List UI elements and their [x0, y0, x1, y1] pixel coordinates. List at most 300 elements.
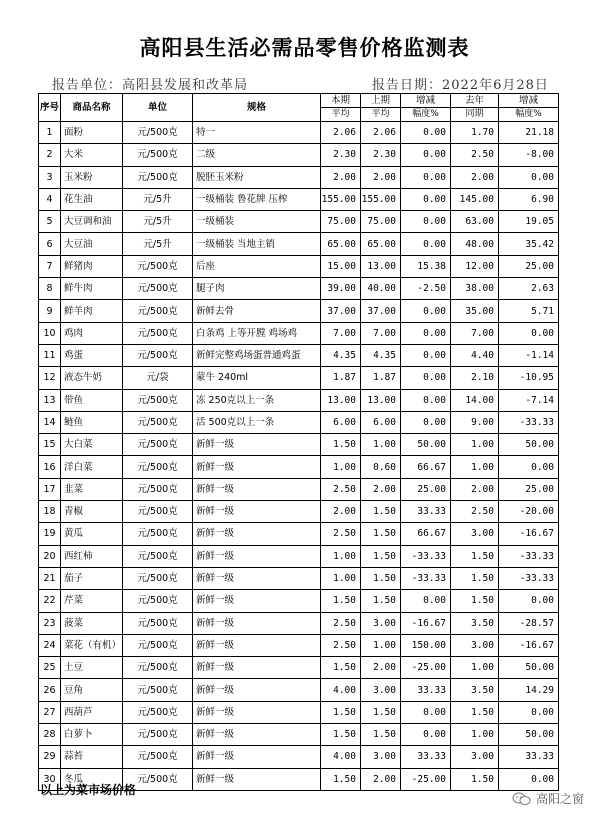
row-unit: 元/5升 — [123, 188, 193, 210]
row-chg: 0.00 — [401, 144, 451, 166]
row-unit: 元/500克 — [123, 144, 193, 166]
table-row — [39, 434, 559, 456]
row-cur: 1.50 — [321, 768, 361, 790]
row-name: 面粉 — [61, 122, 123, 144]
row-lastyr: 48.00 — [451, 233, 499, 255]
table-row — [39, 122, 559, 144]
row-name: 花生油 — [61, 188, 123, 210]
row-name: 鸡蛋 — [61, 344, 123, 366]
table-row — [39, 411, 559, 433]
row-spec: 新鲜一级 — [193, 545, 321, 567]
row-spec: 新鲜一级 — [193, 746, 321, 768]
row-spec: 新鲜一级 — [193, 523, 321, 545]
row-chg: 66.67 — [401, 523, 451, 545]
row-lastyr: 1.50 — [451, 545, 499, 567]
row-unit: 元/500克 — [123, 300, 193, 322]
reporter-label: 报告单位：高阳县发展和改革局 — [52, 78, 249, 93]
row-yoy: 19.05 — [499, 211, 559, 233]
row-lastyr: 1.50 — [451, 590, 499, 612]
row-unit: 元/500克 — [123, 122, 193, 144]
table-row — [39, 344, 559, 366]
row-seq: 10 — [39, 322, 61, 344]
row-seq: 2 — [39, 144, 61, 166]
row-cur: 2.00 — [321, 501, 361, 523]
row-seq: 11 — [39, 344, 61, 366]
row-lastyr: 1.00 — [451, 434, 499, 456]
row-seq: 23 — [39, 612, 61, 634]
footer-note: 以上为菜市场价格 — [40, 783, 137, 797]
table-row — [39, 166, 559, 188]
row-cur: 2.00 — [321, 166, 361, 188]
row-lastyr: 1.50 — [451, 567, 499, 589]
table-row — [39, 389, 559, 411]
row-cur: 1.00 — [321, 545, 361, 567]
table-row — [39, 523, 559, 545]
row-prev: 0.60 — [361, 456, 401, 478]
row-unit: 元/500克 — [123, 389, 193, 411]
row-lastyr: 1.70 — [451, 122, 499, 144]
row-seq: 1 — [39, 122, 61, 144]
row-name: 黄瓜 — [61, 523, 123, 545]
row-unit: 元/500克 — [123, 501, 193, 523]
header-spec: 规格 — [193, 94, 321, 122]
header-lastyr: 去年 — [451, 94, 499, 108]
table-row — [39, 278, 559, 300]
row-chg: -33.33 — [401, 545, 451, 567]
row-name: 冬瓜 — [61, 768, 123, 790]
table-row — [39, 456, 559, 478]
row-spec: 腿子肉 — [193, 278, 321, 300]
row-prev: 1.00 — [361, 434, 401, 456]
row-cur: 2.50 — [321, 478, 361, 500]
row-chg: 0.00 — [401, 166, 451, 188]
row-name: 菜花（有机） — [61, 634, 123, 656]
row-spec: 新鲜一级 — [193, 456, 321, 478]
row-unit: 元/500克 — [123, 523, 193, 545]
row-prev: 6.00 — [361, 411, 401, 433]
row-cur: 2.30 — [321, 144, 361, 166]
row-prev: 1.50 — [361, 523, 401, 545]
table-row — [39, 612, 559, 634]
row-lastyr: 12.00 — [451, 255, 499, 277]
row-prev: 13.00 — [361, 389, 401, 411]
row-chg: 150.00 — [401, 634, 451, 656]
row-seq: 13 — [39, 389, 61, 411]
row-chg: 0.00 — [401, 344, 451, 366]
row-spec: 新鲜一级 — [193, 590, 321, 612]
row-cur: 75.00 — [321, 211, 361, 233]
row-spec: 新鲜一级 — [193, 434, 321, 456]
row-unit: 元/5升 — [123, 233, 193, 255]
row-name: 豆角 — [61, 679, 123, 701]
row-spec: 新鲜一级 — [193, 612, 321, 634]
row-chg: 0.00 — [401, 701, 451, 723]
row-seq: 5 — [39, 211, 61, 233]
row-cur: 65.00 — [321, 233, 361, 255]
row-seq: 25 — [39, 657, 61, 679]
row-lastyr: 2.50 — [451, 144, 499, 166]
row-chg: 33.33 — [401, 746, 451, 768]
row-prev: 1.50 — [361, 590, 401, 612]
row-prev: 3.00 — [361, 612, 401, 634]
table-row — [39, 701, 559, 723]
row-chg: 33.33 — [401, 679, 451, 701]
table-row — [39, 501, 559, 523]
row-chg: 0.00 — [401, 411, 451, 433]
row-chg: 0.00 — [401, 389, 451, 411]
row-seq: 14 — [39, 411, 61, 433]
row-cur: 4.00 — [321, 679, 361, 701]
row-name: 鲜牛肉 — [61, 278, 123, 300]
row-cur: 7.00 — [321, 322, 361, 344]
row-lastyr: 35.00 — [451, 300, 499, 322]
row-yoy: 33.33 — [499, 746, 559, 768]
row-unit: 元/500克 — [123, 679, 193, 701]
row-unit: 元/500克 — [123, 545, 193, 567]
row-prev: 3.00 — [361, 746, 401, 768]
row-spec: 新鲜一级 — [193, 768, 321, 790]
table-row — [39, 590, 559, 612]
row-prev: 75.00 — [361, 211, 401, 233]
table-row — [39, 322, 559, 344]
header-prev-sub: 平均 — [361, 108, 401, 122]
price-table — [38, 93, 559, 791]
row-name: 西葫芦 — [61, 701, 123, 723]
row-unit: 元/500克 — [123, 411, 193, 433]
row-lastyr: 2.00 — [451, 166, 499, 188]
row-prev: 2.00 — [361, 657, 401, 679]
header-cur: 本期 — [321, 94, 361, 108]
row-unit: 元/500克 — [123, 434, 193, 456]
page-title: 高阳县生活必需品零售价格监测表 — [139, 36, 470, 60]
row-spec: 新鲜一级 — [193, 634, 321, 656]
row-lastyr: 1.50 — [451, 768, 499, 790]
row-seq: 16 — [39, 456, 61, 478]
row-chg: 33.33 — [401, 501, 451, 523]
row-unit: 元/500克 — [123, 634, 193, 656]
row-seq: 18 — [39, 501, 61, 523]
row-chg: -25.00 — [401, 657, 451, 679]
row-seq: 3 — [39, 166, 61, 188]
table-row — [39, 233, 559, 255]
row-chg: 25.00 — [401, 478, 451, 500]
row-unit: 元/500克 — [123, 567, 193, 589]
row-chg: 0.00 — [401, 724, 451, 746]
table-row — [39, 144, 559, 166]
row-seq: 15 — [39, 434, 61, 456]
row-spec: 新鲜一级 — [193, 501, 321, 523]
table-row — [39, 211, 559, 233]
row-cur: 1.00 — [321, 456, 361, 478]
row-yoy: -1.14 — [499, 344, 559, 366]
row-chg: 0.00 — [401, 322, 451, 344]
row-unit: 元/袋 — [123, 367, 193, 389]
row-yoy: 50.00 — [499, 434, 559, 456]
row-cur: 1.50 — [321, 434, 361, 456]
row-name: 玉米粉 — [61, 166, 123, 188]
row-yoy: -20.00 — [499, 501, 559, 523]
row-yoy: 5.71 — [499, 300, 559, 322]
header-yoy-sub: 幅度% — [499, 108, 559, 122]
wechat-icon — [512, 792, 532, 806]
row-chg: 0.00 — [401, 367, 451, 389]
row-unit: 元/500克 — [123, 657, 193, 679]
row-name: 韭菜 — [61, 478, 123, 500]
row-prev: 13.00 — [361, 255, 401, 277]
row-lastyr: 3.50 — [451, 612, 499, 634]
row-cur: 2.50 — [321, 612, 361, 634]
row-unit: 元/500克 — [123, 278, 193, 300]
row-spec: 二级 — [193, 144, 321, 166]
row-yoy: 0.00 — [499, 456, 559, 478]
row-cur: 155.00 — [321, 188, 361, 210]
row-prev: 7.00 — [361, 322, 401, 344]
row-prev: 2.00 — [361, 768, 401, 790]
row-name: 白萝卜 — [61, 724, 123, 746]
row-unit: 元/500克 — [123, 456, 193, 478]
row-seq: 22 — [39, 590, 61, 612]
row-name: 菠菜 — [61, 612, 123, 634]
row-chg: 0.00 — [401, 188, 451, 210]
table-row — [39, 746, 559, 768]
row-yoy: 25.00 — [499, 478, 559, 500]
row-seq: 19 — [39, 523, 61, 545]
row-name: 鲢鱼 — [61, 411, 123, 433]
row-yoy: 50.00 — [499, 724, 559, 746]
row-unit: 元/500克 — [123, 746, 193, 768]
row-spec: 新鲜一级 — [193, 478, 321, 500]
row-lastyr: 1.00 — [451, 456, 499, 478]
row-name: 鲜猪肉 — [61, 255, 123, 277]
header-prev: 上期 — [361, 94, 401, 108]
row-lastyr: 2.00 — [451, 478, 499, 500]
row-cur: 37.00 — [321, 300, 361, 322]
row-spec: 白条鸡 上等开膛 鸡场鸡 — [193, 322, 321, 344]
row-chg: 0.00 — [401, 211, 451, 233]
row-chg: -16.67 — [401, 612, 451, 634]
row-chg: -2.50 — [401, 278, 451, 300]
row-unit: 元/500克 — [123, 612, 193, 634]
row-spec: 一级桶装 鲁花牌 压榨 — [193, 188, 321, 210]
row-yoy: 21.18 — [499, 122, 559, 144]
row-cur: 1.87 — [321, 367, 361, 389]
row-yoy: 0.00 — [499, 322, 559, 344]
row-cur: 1.50 — [321, 657, 361, 679]
row-unit: 元/500克 — [123, 344, 193, 366]
row-lastyr: 1.00 — [451, 724, 499, 746]
header-name: 商品名称 — [61, 94, 123, 122]
table-row — [39, 634, 559, 656]
header-seq: 序号 — [39, 94, 61, 122]
row-lastyr: 1.50 — [451, 701, 499, 723]
row-cur: 4.35 — [321, 344, 361, 366]
row-spec: 新鲜一级 — [193, 701, 321, 723]
row-spec: 新鲜一级 — [193, 657, 321, 679]
row-lastyr: 3.50 — [451, 679, 499, 701]
row-unit: 元/500克 — [123, 478, 193, 500]
row-lastyr: 1.00 — [451, 657, 499, 679]
row-spec: 新鲜去骨 — [193, 300, 321, 322]
table-row — [39, 478, 559, 500]
table-row — [39, 679, 559, 701]
row-chg: -25.00 — [401, 768, 451, 790]
row-seq: 26 — [39, 679, 61, 701]
row-unit: 元/500克 — [123, 724, 193, 746]
row-spec: 一级桶装 — [193, 211, 321, 233]
row-cur: 2.06 — [321, 122, 361, 144]
table-row — [39, 300, 559, 322]
row-yoy: 0.00 — [499, 590, 559, 612]
row-cur: 1.00 — [321, 567, 361, 589]
row-lastyr: 38.00 — [451, 278, 499, 300]
table-row — [39, 367, 559, 389]
row-prev: 1.50 — [361, 701, 401, 723]
row-seq: 30 — [39, 768, 61, 790]
row-seq: 21 — [39, 567, 61, 589]
row-prev: 1.87 — [361, 367, 401, 389]
row-spec: 一级桶装 当地主销 — [193, 233, 321, 255]
header-lastyr-sub: 同期 — [451, 108, 499, 122]
row-seq: 8 — [39, 278, 61, 300]
row-unit: 元/5升 — [123, 211, 193, 233]
row-name: 土豆 — [61, 657, 123, 679]
row-yoy: -7.14 — [499, 389, 559, 411]
row-spec: 新鲜一级 — [193, 567, 321, 589]
table-body — [39, 122, 559, 791]
row-yoy: 14.29 — [499, 679, 559, 701]
row-cur: 2.50 — [321, 523, 361, 545]
row-prev: 1.50 — [361, 501, 401, 523]
row-spec: 新鲜完整鸡场蛋普通鸡蛋 — [193, 344, 321, 366]
watermark-text: 高阳之窗 — [536, 792, 585, 806]
row-prev: 2.00 — [361, 478, 401, 500]
header-yoy: 增减 — [499, 94, 559, 108]
row-cur: 2.50 — [321, 634, 361, 656]
row-name: 大豆油 — [61, 233, 123, 255]
row-cur: 13.00 — [321, 389, 361, 411]
row-chg: 0.00 — [401, 590, 451, 612]
row-prev: 2.00 — [361, 166, 401, 188]
row-yoy: 2.63 — [499, 278, 559, 300]
row-chg: 0.00 — [401, 233, 451, 255]
table-row — [39, 567, 559, 589]
row-prev: 2.30 — [361, 144, 401, 166]
row-prev: 1.00 — [361, 634, 401, 656]
row-yoy: -33.33 — [499, 411, 559, 433]
row-name: 带鱼 — [61, 389, 123, 411]
row-yoy: 6.90 — [499, 188, 559, 210]
row-yoy: -16.67 — [499, 634, 559, 656]
row-lastyr: 9.00 — [451, 411, 499, 433]
row-seq: 20 — [39, 545, 61, 567]
row-name: 茄子 — [61, 567, 123, 589]
row-seq: 9 — [39, 300, 61, 322]
row-spec: 特一 — [193, 122, 321, 144]
row-spec: 活 500克以上一条 — [193, 411, 321, 433]
row-yoy: 35.42 — [499, 233, 559, 255]
row-chg: 0.00 — [401, 122, 451, 144]
row-prev: 155.00 — [361, 188, 401, 210]
row-lastyr: 2.10 — [451, 367, 499, 389]
row-yoy: -10.95 — [499, 367, 559, 389]
row-prev: 2.06 — [361, 122, 401, 144]
row-cur: 1.50 — [321, 590, 361, 612]
row-unit: 元/500克 — [123, 590, 193, 612]
row-lastyr: 63.00 — [451, 211, 499, 233]
row-chg: 66.67 — [401, 456, 451, 478]
row-unit: 元/500克 — [123, 768, 193, 790]
row-lastyr: 14.00 — [451, 389, 499, 411]
row-seq: 29 — [39, 746, 61, 768]
row-seq: 28 — [39, 724, 61, 746]
row-chg: 0.00 — [401, 300, 451, 322]
row-name: 大米 — [61, 144, 123, 166]
row-unit: 元/500克 — [123, 166, 193, 188]
row-lastyr: 4.40 — [451, 344, 499, 366]
row-yoy: 50.00 — [499, 657, 559, 679]
row-lastyr: 145.00 — [451, 188, 499, 210]
header-unit: 单位 — [123, 94, 193, 122]
row-prev: 1.50 — [361, 567, 401, 589]
row-lastyr: 3.00 — [451, 746, 499, 768]
row-yoy: 0.00 — [499, 701, 559, 723]
row-cur: 4.00 — [321, 746, 361, 768]
table-row — [39, 255, 559, 277]
row-name: 青椒 — [61, 501, 123, 523]
row-yoy: 0.00 — [499, 166, 559, 188]
row-seq: 12 — [39, 367, 61, 389]
row-spec: 冻 250克以上一条 — [193, 389, 321, 411]
header-cur-sub: 平均 — [321, 108, 361, 122]
row-lastyr: 3.00 — [451, 634, 499, 656]
row-seq: 24 — [39, 634, 61, 656]
row-name: 鸡肉 — [61, 322, 123, 344]
row-yoy: -33.33 — [499, 567, 559, 589]
row-name: 洋白菜 — [61, 456, 123, 478]
table-row — [39, 545, 559, 567]
row-seq: 6 — [39, 233, 61, 255]
row-name: 蒜苔 — [61, 746, 123, 768]
row-name: 大豆调和油 — [61, 211, 123, 233]
row-chg: -33.33 — [401, 567, 451, 589]
row-prev: 37.00 — [361, 300, 401, 322]
row-unit: 元/500克 — [123, 322, 193, 344]
row-prev: 65.00 — [361, 233, 401, 255]
row-unit: 元/500克 — [123, 255, 193, 277]
row-lastyr: 2.50 — [451, 501, 499, 523]
row-seq: 7 — [39, 255, 61, 277]
row-lastyr: 3.00 — [451, 523, 499, 545]
row-chg: 15.38 — [401, 255, 451, 277]
row-prev: 1.50 — [361, 545, 401, 567]
table-row — [39, 724, 559, 746]
table-row — [39, 657, 559, 679]
row-name: 芹菜 — [61, 590, 123, 612]
row-spec: 新鲜一级 — [193, 679, 321, 701]
row-prev: 1.50 — [361, 724, 401, 746]
row-prev: 4.35 — [361, 344, 401, 366]
row-spec: 蒙牛 240ml — [193, 367, 321, 389]
header-chg: 增减 — [401, 94, 451, 108]
row-yoy: -16.67 — [499, 523, 559, 545]
watermark — [512, 790, 584, 807]
table-row — [39, 188, 559, 210]
header-chg-sub: 幅度% — [401, 108, 451, 122]
row-unit: 元/500克 — [123, 701, 193, 723]
row-yoy: 0.00 — [499, 768, 559, 790]
row-yoy: 25.00 — [499, 255, 559, 277]
row-lastyr: 7.00 — [451, 322, 499, 344]
